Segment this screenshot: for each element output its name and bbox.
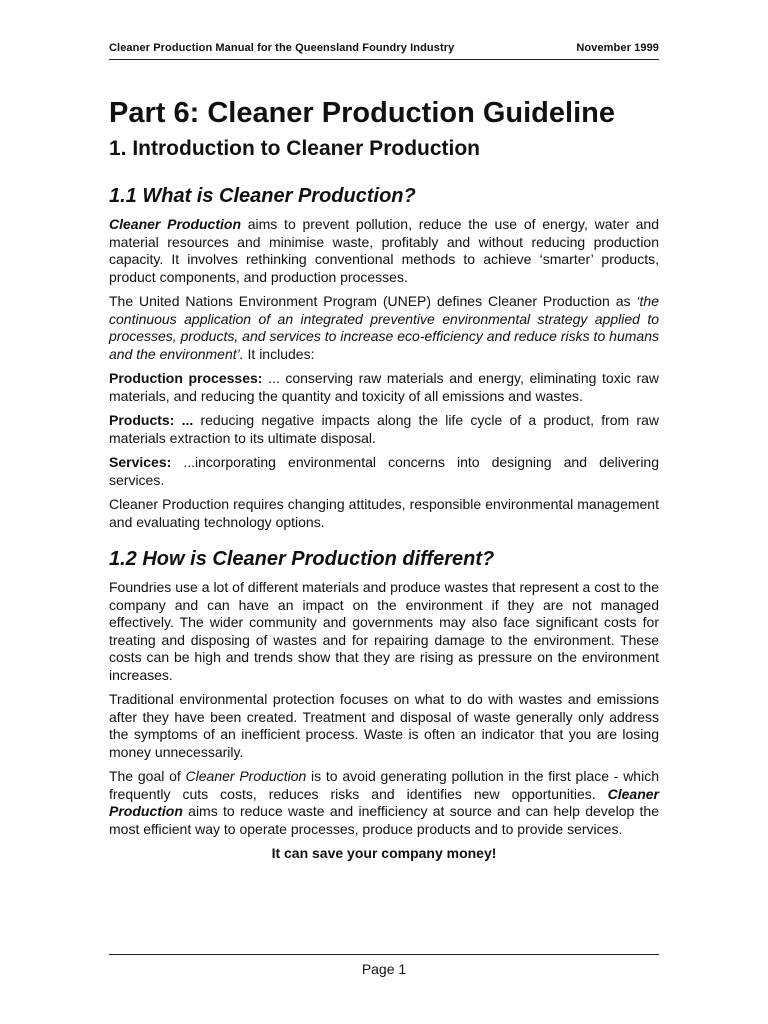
subsection-heading-1-1: 1.1 What is Cleaner Production? [109,185,416,207]
page-footer [109,954,659,977]
paragraph: Cleaner Production requires changing attitudes, responsible environmental management and evaluating technology options. [109,496,659,530]
page-number: Page 1 [361,961,407,977]
document-body [109,96,659,870]
paragraph: Foundries use a lot of different materials and produce wastes that represent a cost to the company and can have an impact on the environment if they are not managed effectively. The wider community and governments may also face significant costs for treating and disposing of wastes and for repairing damage to the environment. These costs can be high and trends show that they are rising as pressure on the environment increases. [109,579,659,683]
term-emphasis: Cleaner Production [185,768,307,784]
paragraph: The United Nations Environment Program (UNEP) defines Cleaner Production as ‘the continuous application of an integrated preventive environmental strategy applied to processes, products, and services to increase eco-efficiency and reduce risks to humans and the environment’. It includes: [109,293,659,362]
paragraph: The goal of Cleaner Production is to avoid generating pollution in the first place - which frequently cuts costs, reduces risks and identifies new opportunities. Cleaner Production aims to reduce waste and inefficiency at source and can help develop the most efficient way to operate processes, produce products and to provide services. [109,768,659,837]
paragraph: Products: ... reducing negative impacts along the life cycle of a product, from raw materials extraction to its ultimate disposal. [109,412,659,446]
subsection-heading-1-2: 1.2 How is Cleaner Production different? [109,548,495,570]
unep-quote: ‘the continuous application of an integrated preventive environmental strategy applied to processes, products, and services to increase eco-efficiency and reduce risks to humans and the environment’. [109,293,659,362]
callout: It can save your company money! [271,845,497,861]
paragraph: Production processes: ... conserving raw materials and energy, eliminating toxic raw materials, and reducing the quantity and toxicity of all emissions and wastes. [109,370,660,404]
running-header [109,42,659,60]
header-title: Cleaner Production Manual for the Queensland Foundry Industry [109,42,455,54]
item-label: Production processes: [109,370,263,386]
term-emphasis: Cleaner Production [109,216,241,232]
term-emphasis: Cleaner Production [109,785,659,819]
paragraph: Cleaner Production aims to prevent pollution, reduce the use of energy, water and material resources and minimise waste, profitably and without reducing production capacity. It involves rethinking conventional methods to achieve ‘smarter’ products, product components, and production processes. [109,216,659,285]
part-title: Part 6: Cleaner Production Guideline [109,97,615,129]
paragraph: Traditional environmental protection focuses on what to do with wastes and emissions after they have been created. Treatment and disposal of waste generally only address the symptoms of an inefficient process. Waste is often an indicator that you are losing money unnecessarily. [109,691,659,760]
header-date: November 1999 [576,42,659,54]
section-title: 1. Introduction to Cleaner Production [109,137,481,160]
paragraph: Services: ...incorporating environmental concerns into designing and delivering services. [109,454,659,488]
item-label: Services: [109,454,172,470]
document-page [109,0,659,1024]
item-label: Products: ... [109,412,194,428]
